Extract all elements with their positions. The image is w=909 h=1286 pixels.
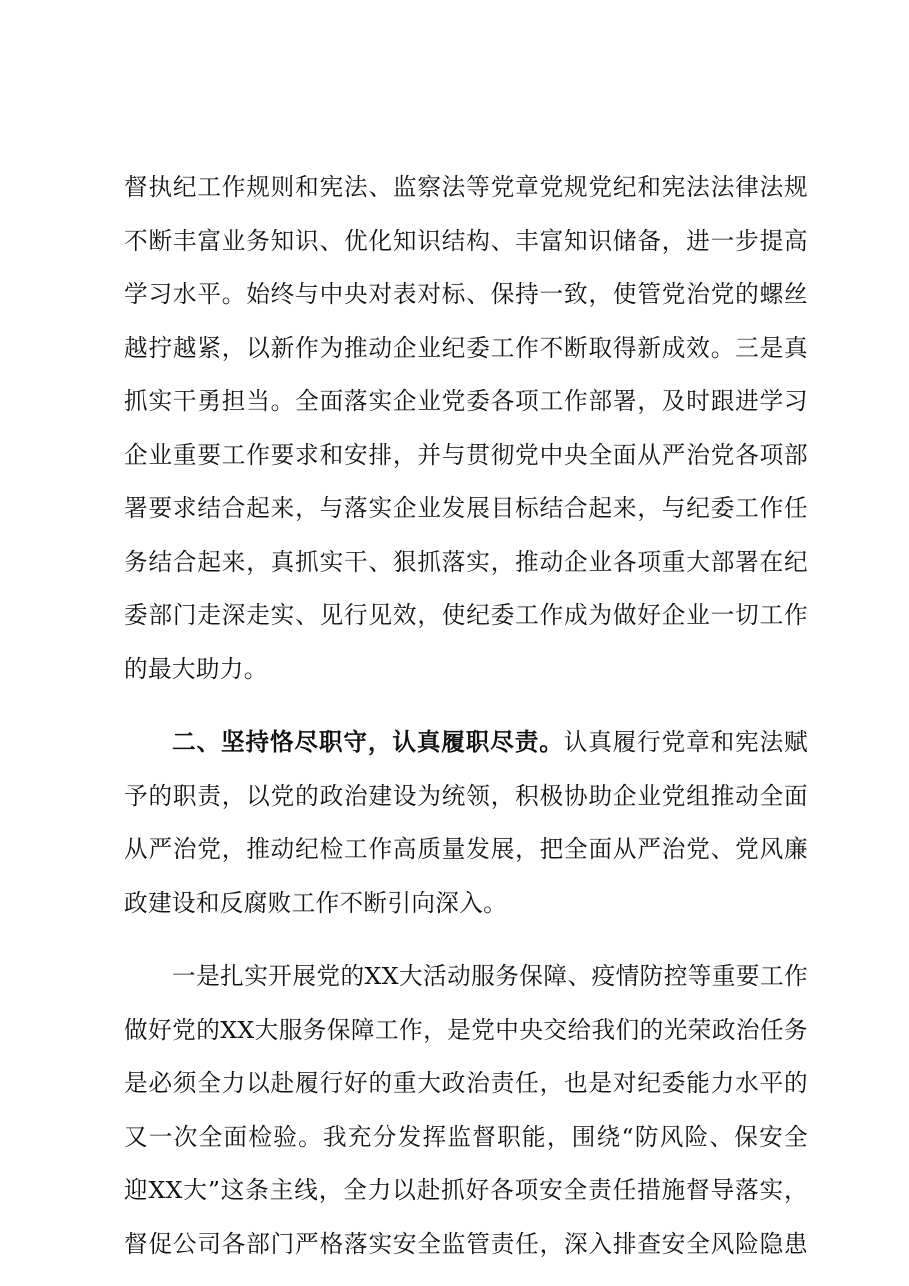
text-line-first: 一是扎实开展党的XX大活动服务保障、疫情防控等重要工作 (172, 962, 808, 990)
text-line: 是必须全力以赴履行好的重大政治责任，也是对纪委能力水平的 (124, 1069, 808, 1097)
paragraph-3 (124, 950, 808, 1271)
heading-rest: 认真履行党章和宪法赋 (563, 728, 808, 756)
text-line: 委部门走深走实、见行见效，使纪委工作成为做好企业一切工作 (124, 601, 808, 629)
text-line: 做好党的XX大服务保障工作，是党中央交给我们的光荣政治任务 (124, 1015, 808, 1044)
text-line: 企业重要工作要求和安排，并与贯彻党中央全面从严治党各项部 (124, 440, 808, 469)
document-body (124, 161, 808, 1271)
text-line: 务结合起来，真抓实干、狠抓落实，推动企业各项重大部署在纪 (124, 547, 808, 576)
text-line-first (124, 716, 808, 770)
text-line: 从严治党，推动纪检工作高质量发展，把全面从严治党、党风廉 (124, 835, 808, 863)
paragraph-2 (124, 716, 808, 930)
text-line: 予的职责，以党的政治建设为统领，积极协助企业党组推动全面 (124, 781, 808, 810)
text-line: 抓实干勇担当。全面落实企业党委各项工作部署，及时跟进学习 (124, 387, 808, 415)
text-line: 署要求结合起来，与落实企业发展目标结合起来，与纪委工作任 (124, 494, 808, 522)
text-line: 督促公司各部门严格落实安全监管责任，深入排查安全风险隐患 (124, 1229, 808, 1258)
paragraph-gap (124, 930, 808, 950)
text-line: 越拧越紧，以新作为推动企业纪委工作不断取得新成效。三是真 (124, 333, 808, 362)
text-line: 督执纪工作规则和宪法、监察法等党章党规党纪和宪法法律法规 (124, 173, 808, 201)
text-line: 的最大助力。 (124, 654, 268, 683)
paragraph-gap (124, 696, 808, 716)
text-line: 学习水平。始终与中央对表对标、保持一致，使管党治党的螺丝 (124, 280, 808, 308)
section-heading: 二、坚持恪尽职守，认真履职尽责。 (172, 728, 564, 756)
text-line: 政建设和反腐败工作不断引向深入。 (124, 888, 508, 917)
text-line: 迎XX大”这条主线，全力以赴抓好各项安全责任措施督导落实， (124, 1176, 808, 1204)
paragraph-1 (124, 161, 808, 696)
text-line: 又一次全面检验。我充分发挥监督职能，围绕“防风险、保安全 (124, 1122, 808, 1151)
text-line: 不断丰富业务知识、优化知识结构、丰富知识储备，进一步提高 (124, 226, 808, 255)
